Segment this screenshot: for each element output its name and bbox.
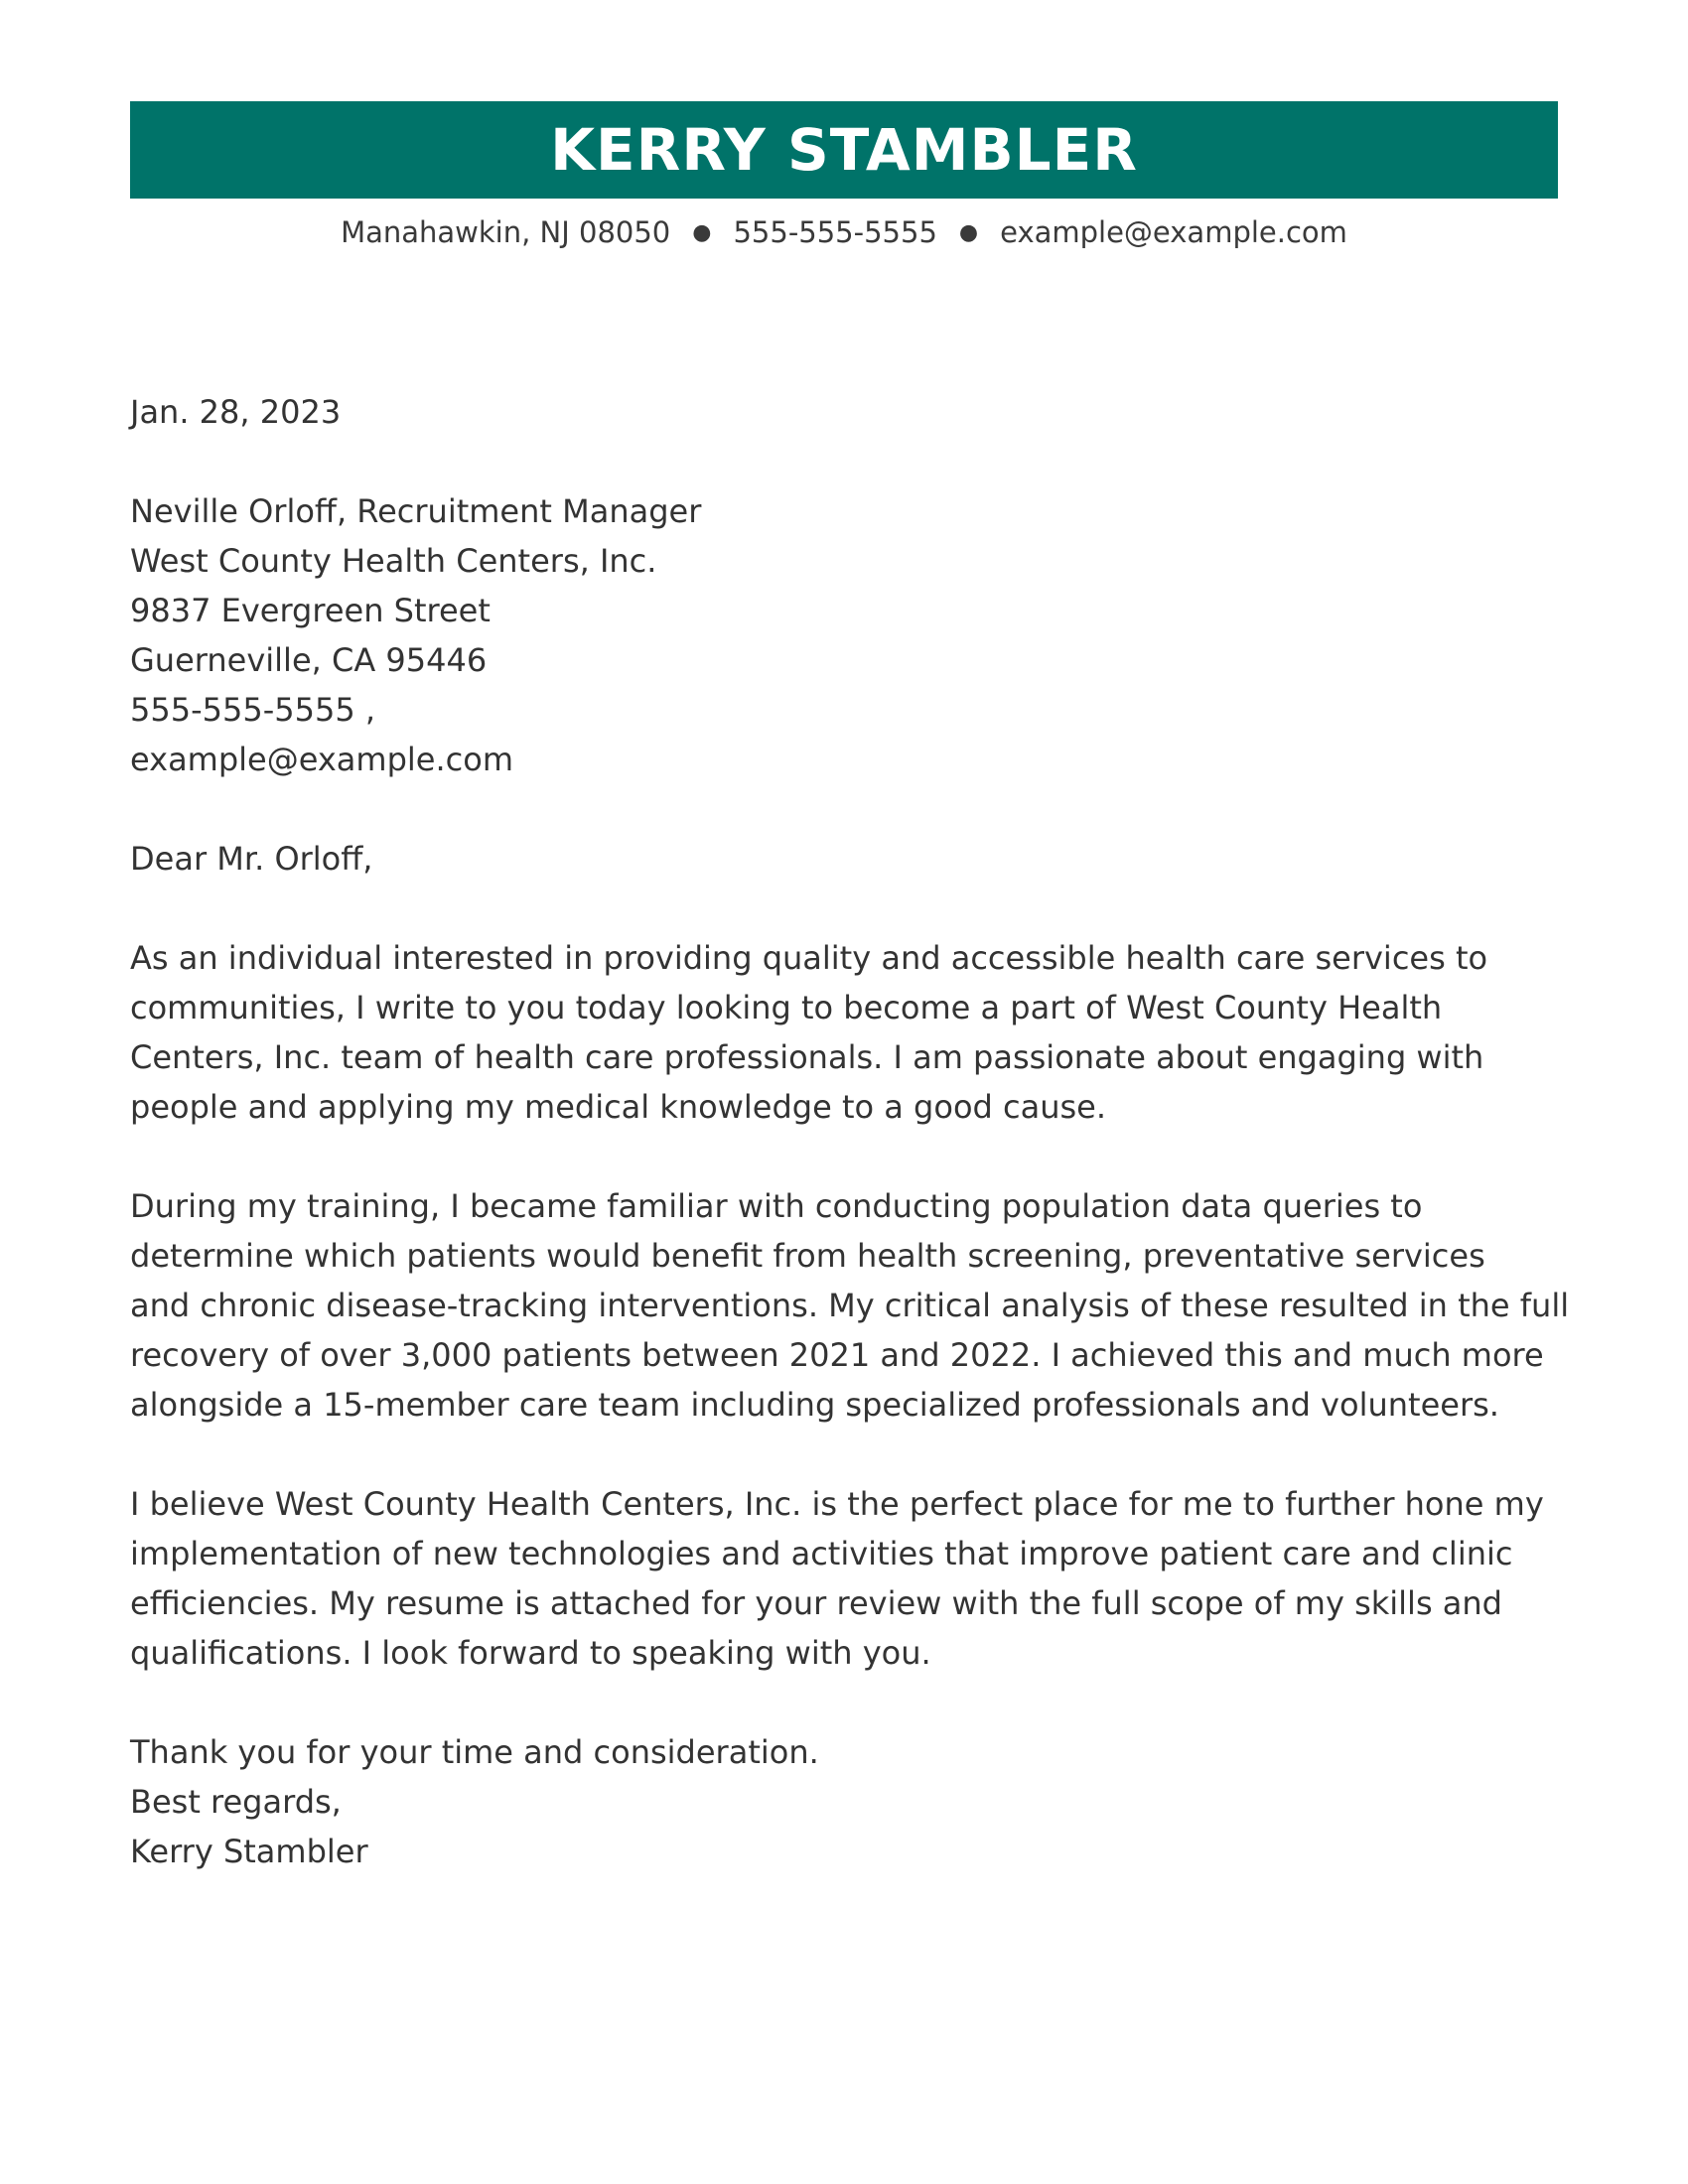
applicant-name: KERRY STAMBLER: [550, 116, 1138, 184]
paragraph-line: Centers, Inc. team of health care professionals. I am passionate about engaging with: [130, 1038, 1484, 1076]
recipient-address: [130, 486, 1558, 784]
bullet-separator-icon: ●: [692, 220, 712, 245]
paragraph-line: qualifications. I look forward to speaking with you.: [130, 1634, 931, 1672]
paragraph-line: determine which patients would benefit from health screening, preventative services: [130, 1237, 1485, 1275]
recipient-company: West County Health Centers, Inc.: [130, 542, 657, 580]
salutation-block: [130, 834, 1558, 884]
paragraph-line: During my training, I became familiar with conducting population data queries to: [130, 1187, 1423, 1225]
closing: Best regards,: [130, 1783, 342, 1821]
closing-thanks: Thank you for your time and consideration.: [130, 1733, 819, 1771]
paragraph-line: recovery of over 3,000 patients between 2021 and 2022. I achieved this and much more: [130, 1336, 1544, 1374]
letter-date: Jan. 28, 2023: [130, 393, 342, 431]
paragraph-line: communities, I write to you today looking to become a part of West County Health: [130, 989, 1443, 1026]
paragraph-line: people and applying my medical knowledge to a good cause.: [130, 1088, 1107, 1126]
contact-email: example@example.com: [1000, 215, 1347, 249]
header-bar: [130, 101, 1558, 199]
paragraph-line: and chronic disease-tracking interventions. My critical analysis of these resulted in the full: [130, 1287, 1570, 1324]
recipient-street: 9837 Evergreen Street: [130, 592, 491, 629]
bullet-separator-icon: ●: [958, 220, 979, 245]
recipient-city-state-zip: Guerneville, CA 95446: [130, 641, 488, 679]
contact-location: Manahawkin, NJ 08050: [341, 215, 671, 249]
paragraph-1: [130, 933, 1558, 1132]
recipient-phone: 555-555-5555 ,: [130, 691, 376, 729]
letter-body: [130, 387, 1570, 1876]
paragraph-line: I believe West County Health Centers, Inc. is the perfect place for me to further hone my: [130, 1485, 1544, 1523]
paragraph-line: efficiencies. My resume is attached for your review with the full scope of my skills and: [130, 1584, 1502, 1622]
paragraph-line: alongside a 15-member care team including specialized professionals and volunteers.: [130, 1386, 1499, 1424]
contact-phone: 555-555-5555: [733, 215, 937, 249]
paragraph-line: As an individual interested in providing quality and accessible health care services to: [130, 939, 1488, 977]
signature: Kerry Stambler: [130, 1833, 368, 1870]
letter-date-block: [130, 387, 1558, 437]
paragraph-line: implementation of new technologies and activities that improve patient care and clinic: [130, 1535, 1513, 1572]
paragraph-3: [130, 1479, 1558, 1678]
contact-line: [130, 212, 1558, 256]
salutation: Dear Mr. Orloff,: [130, 840, 373, 878]
closing-block: [130, 1727, 1558, 1876]
recipient-email: example@example.com: [130, 741, 513, 778]
paragraph-2: [130, 1181, 1570, 1430]
recipient-name-title: Neville Orloff, Recruitment Manager: [130, 492, 702, 530]
